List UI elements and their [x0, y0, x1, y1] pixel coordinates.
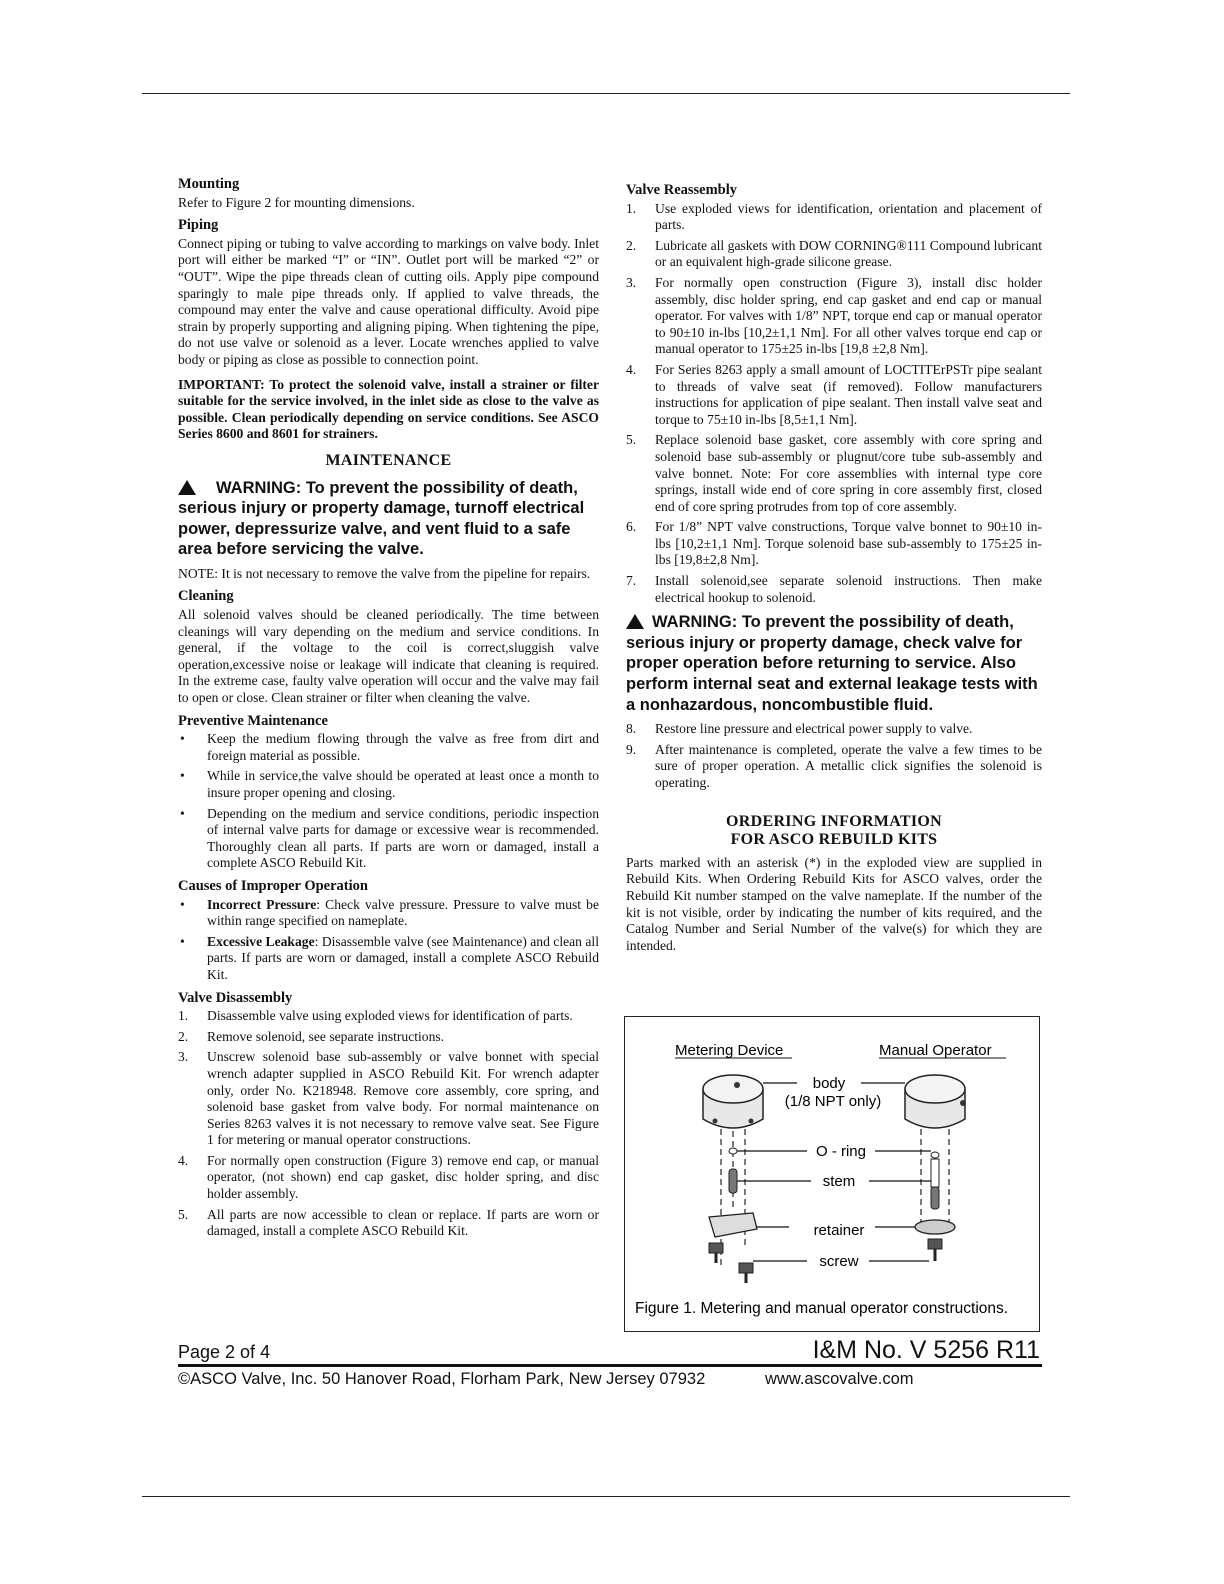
list-item: 4. For Series 8263 apply a small amount of LOCTITErPSTr pipe sealant to threads of valve seat (if removed). Follow manufacturers instructions for application of pipe sealant. Then install valve seat and torque to 75±10 in-lbs [8,5±1,1 Nm].: [626, 361, 1042, 427]
list-item: • While in service,the valve should be operated at least once a month to insure proper opening and closing.: [180, 768, 599, 800]
list-item: • Keep the medium flowing through the valve as free from dirt and foreign material as possible.: [180, 731, 599, 763]
list-item: 1. Disassemble valve using exploded views for identification of parts.: [178, 1008, 573, 1024]
warning-triangle-icon: [626, 614, 644, 629]
important-note: IMPORTANT: To protect the solenoid valve, install a strainer or filter suitable for the service involved, in the inlet side as close to the valve as possible. Clean periodically depending on service conditions. See ASCO Series 8600 and 8601 for strainers.: [178, 376, 599, 442]
piping-heading: Piping: [178, 217, 219, 234]
preventive-list: [178, 731, 599, 872]
list-item: 1. Use exploded views for identification, orientation and placement of parts.: [626, 200, 1042, 233]
list-item: • Depending on the medium and service conditions, periodic inspection of internal valve parts for damage or excessive wear is recommended. Thoroughly clean all parts. If parts are worn or damaged, install a complete ASCO Rebuild Kit.: [180, 805, 599, 871]
list-item: 3. For normally open construction (Figure 3), install disc holder assembly, disc holder spring, end cap gasket and end cap or manual operator. For valves with 1/8” NPT, torque end cap or manual operator to 90±10 in-lbs [10,2±1,1 Nm]. For all other valves torque end cap or manual operator to 175±25 in-lbs [19,8 ±2,8 Nm].: [626, 274, 1042, 357]
list-item: 2. Remove solenoid, see separate instructions.: [178, 1028, 445, 1044]
ordering-heading: ORDERING INFORMATION: [726, 812, 942, 830]
causes-heading: Causes of Improper Operation: [178, 877, 368, 894]
bullet-icon: •: [180, 768, 185, 784]
figure-1: [624, 1016, 1040, 1332]
list-item: • Excessive Leakage: Disassemble valve (see Maintenance) and clean all parts. If parts are worn or damaged, install a complete ASCO Rebuild Kit.: [180, 933, 599, 982]
list-item: 8. Restore line pressure and electrical power supply to valve.: [626, 721, 973, 737]
bullet-icon: •: [180, 731, 185, 747]
website-link[interactable]: www.ascovalve.com: [765, 1370, 914, 1388]
reassembly-heading: Valve Reassembly: [626, 182, 738, 198]
page-number: Page 2 of 4: [178, 1342, 271, 1362]
bullet-icon: •: [180, 896, 185, 912]
preventive-heading: Preventive Maintenance: [178, 712, 328, 729]
maintenance-warning-text: WARNING: To prevent the possibility of death, serious injury or property damage, turnoff electrical power, depressurize valve, and vent fluid to a safe area before servicing the valve.: [178, 478, 585, 559]
reassembly-list-continued: [626, 721, 1042, 791]
footer-divider: [178, 1364, 1042, 1367]
list-item: 2. Lubricate all gaskets with DOW CORNING®111 Compound lubricant or an equivalent high-grade silicone grease.: [626, 237, 1042, 270]
copyright-text: ©ASCO Valve, Inc. 50 Hanover Road, Florham Park, New Jersey 07932: [178, 1370, 706, 1388]
document-number: I&M No. V 5256 R11: [812, 1336, 1040, 1364]
list-item: 5. All parts are now accessible to clean or replace. If parts are worn or damaged, install a complete ASCO Rebuild Kit.: [178, 1206, 599, 1239]
cleaning-heading: Cleaning: [178, 588, 234, 605]
disassembly-heading: Valve Disassembly: [178, 989, 293, 1006]
list-item: • Incorrect Pressure: Check valve pressure. Pressure to valve must be within range specified on nameplate.: [180, 896, 599, 929]
right-column: [626, 182, 1042, 960]
return-service-warning-text: WARNING: To prevent the possibility of death, serious injury or property damage, check valve for proper operation before returning to service. Also perform internal seat and external leakage tests with a nonhazardous, noncombustible fluid.: [626, 613, 1038, 714]
list-item: 9. After maintenance is completed, operate the valve a few times to be sure of proper operation. A metallic click signifies the solenoid is operating.: [626, 741, 1042, 790]
screw-label: screw: [819, 1253, 859, 1270]
warning-triangle-icon: [178, 480, 196, 495]
bottom-rule: [142, 1496, 1070, 1497]
metering-device-label: Metering Device: [675, 1042, 784, 1059]
disassembly-list: [178, 1008, 599, 1240]
mounting-text: Refer to Figure 2 for mounting dimensions.: [178, 194, 415, 210]
manual-operator-label: Manual Operator: [879, 1042, 992, 1059]
reassembly-list: [626, 201, 1042, 607]
list-item: 6. For 1/8” NPT valve constructions, Torque valve bonnet to 90±10 in-lbs [10,2±1,1 Nm]. Torque solenoid base sub-assembly to 175±25 in-lbs [19,8±2,8 Nm].: [626, 519, 1042, 568]
body-sub-label: (1/8 NPT only): [784, 1093, 882, 1110]
figure-caption: Figure 1. Metering and manual operator constructions.: [635, 1300, 1009, 1317]
manual-operator-body-drawing: [905, 1075, 966, 1261]
maintenance-warning: [178, 478, 599, 560]
bullet-icon: •: [180, 805, 185, 821]
bullet-icon: •: [180, 933, 185, 949]
mounting-heading: Mounting: [178, 176, 240, 192]
maintenance-heading: MAINTENANCE: [325, 451, 452, 469]
stem-label: stem: [822, 1173, 856, 1190]
retainer-label: retainer: [813, 1222, 865, 1239]
list-item: 7. Install solenoid,see separate solenoid instructions. Then make electrical hookup to solenoid.: [626, 573, 1042, 605]
top-rule: [142, 93, 1070, 94]
valve-diagram: [625, 1017, 1041, 1333]
metering-body-drawing: [703, 1075, 763, 1283]
body-label: body: [812, 1075, 846, 1092]
causes-list: [178, 897, 599, 984]
return-service-warning: [626, 612, 1042, 715]
ordering-text: Parts marked with an asterisk (*) in the exploded view are supplied in Rebuild Kits. When Ordering Rebuild Kits for ASCO valves, order the Rebuild Kit number stamped on the valve nameplate. If the number of the kit is not visible, order by indicating the number of kits required, and the Catalog Number and Serial Number of the valve(s) for which they are intended.: [626, 854, 1042, 953]
note-text: NOTE: It is not necessary to remove the valve from the pipeline for repairs.: [178, 565, 591, 581]
cleaning-text: All solenoid valves should be cleaned periodically. The time between cleanings will vary depending on the medium and service conditions. In general, if the voltage to the coil is correct,sluggish valve operation,excessive noise or leakage will indicate that cleaning is required. In the extreme case, faulty valve operation will occur and the valve may fail to open or close. Clean strainer or filter when cleaning the valve.: [178, 607, 599, 706]
piping-text: Connect piping or tubing to valve according to markings on valve body. Inlet port will either be marked “I” or “IN”. Outlet port will be marked “2” or “OUT”. Wipe the pipe threads clean of cutting oils. Apply pipe compound sparingly to male pipe threads only. If applied to valve threads, the compound may enter the valve and cause operational difficulty. Avoid pipe strain by properly supporting and aligning piping. When tightening the pipe, do not use valve or solenoid as a lever. Locate wrenches applied to valve body or piping as close as possible to connection point.: [178, 235, 599, 367]
o-ring-label: O - ring: [815, 1143, 867, 1160]
ordering-subheading: FOR ASCO REBUILD KITS: [730, 831, 938, 849]
list-item: 3. Unscrew solenoid base sub-assembly or valve bonnet with special wrench adapter supplied in ASCO Rebuild Kit. For wrench adapter only, order No. K218948. Remove core assembly, core spring, and solenoid base gasket from valve body. For normal maintenance on Series 8263 valves it is not necessary to remove valve seat. See Figure 1 for metering or manual operator constructions.: [178, 1049, 599, 1148]
left-column: [178, 176, 599, 1246]
list-item: 5. Replace solenoid base gasket, core assembly with core spring and solenoid base sub-assembly or plugnut/core tube sub-assembly and valve bonnet. Note: For core assemblies with internal type core springs, install wide end of core spring in core assembly first, closed end of core spring protrudes from top of core assembly.: [626, 432, 1042, 514]
list-item: 4. For normally open construction (Figure 3) remove end cap, or manual operator, (not shown) end cap gasket, disc holder spring, and disc holder assembly.: [178, 1152, 599, 1202]
